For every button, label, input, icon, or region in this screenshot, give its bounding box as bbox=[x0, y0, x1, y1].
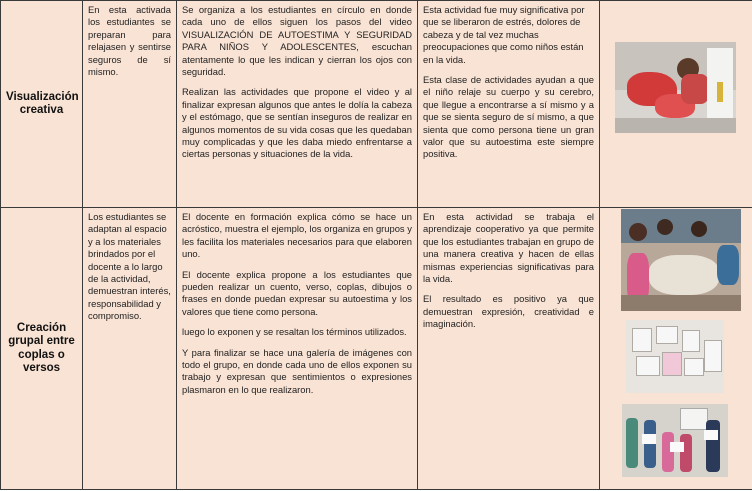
cell-paragraph: luego lo exponen y se resaltan los términos utilizados. bbox=[182, 326, 407, 338]
cell-paragraph: Los estudiantes se adaptan al espacio y a los materiales brindados por el docente a lo largo de la actividad, demuestran interés, responsabilidad y compromiso. bbox=[88, 211, 171, 322]
reflection-cell bbox=[418, 208, 600, 490]
student-attitude-cell bbox=[83, 1, 177, 208]
evidence-cell bbox=[600, 1, 752, 208]
cell-paragraph: Realizan las actividades que propone el video y al finalizar expresan algunos que antes le dolía la cabeza y el estómago, que se sentían inseguros de realizar en algunos momentos de su vida cosas que les quedaban muy complicadas y que les daba miedo enfrentarse a ciertas personas y situaciones de la vida. bbox=[182, 86, 412, 160]
cell-paragraph: El docente explica propone a los estudiantes que pueden realizar un cuento, verso, coplas, dibujos o frases en donde puedan expresar su autoestima y los valores que tiene como persona. bbox=[182, 268, 412, 317]
activity-photo bbox=[615, 42, 736, 133]
cell-paragraph: Esta clase de actividades ayudan a que el niño relaje su cuerpo y su cerebro, que llegue a encontrarse a sí mismo y a que se sienta seguro de sí mismo, a que sienta que como persona tiene un gran valor que su autoestima este siempre positiva. bbox=[423, 74, 594, 160]
cell-paragraph: En esta actividad se trabaja el aprendizaje cooperativo ya que permite que los estudiantes trabajan en grupo de una manera creativa y hacen de ellas mismas experiencias significativas para la vida. bbox=[423, 211, 594, 285]
cell-paragraph: Esta actividad fue muy significativa por que se liberaron de estrés, dolores de cabeza y de tal vez muchas preocupaciones que como niños están en la vida. bbox=[423, 4, 585, 65]
cell-paragraph: Y para finalizar se hace una galería de imágenes con todo el grupo, en donde cada uno de ellos exponen su trabajo y expresan que sentimientos o expresiones plasmaron en lo que realizaron. bbox=[182, 346, 412, 395]
activity-name: Visualización creativa bbox=[1, 1, 83, 208]
cell-paragraph: Se organiza a los estudiantes en círculo en donde cada uno de ellos siguen los pasos del video VISUALIZACIÓN DE AUTOESTIMA Y SEGURIDAD PARA NIÑOS Y ADOLESCENTES, escuchan atentamente lo que les indican y cierran los ojos con seguridad. bbox=[182, 4, 412, 78]
description-cell bbox=[177, 208, 418, 490]
student-attitude-cell bbox=[83, 208, 177, 490]
cell-paragraph: El resultado es positivo ya que demuestran expresión, creatividad e imaginación. bbox=[423, 293, 594, 330]
description-cell bbox=[177, 1, 418, 208]
activity-photo bbox=[621, 209, 741, 311]
activity-photo bbox=[626, 320, 724, 393]
table-row bbox=[1, 208, 752, 490]
cell-paragraph: El docente en formación explica cómo se hace un acróstico, muestra el ejemplo, los organiza en grupos y les facilita los materiales necesarios para que elaboren uno. bbox=[182, 211, 412, 260]
table-row bbox=[1, 1, 752, 208]
activity-photo bbox=[622, 404, 728, 477]
reflection-cell bbox=[418, 1, 600, 208]
cell-paragraph: En esta activada los estudiantes se preparan para relajasen y sentirse seguros de sí mismo. bbox=[88, 4, 171, 78]
activity-name: Creación grupal entre coplas o versos bbox=[1, 208, 83, 490]
evidence-cell bbox=[600, 208, 752, 490]
